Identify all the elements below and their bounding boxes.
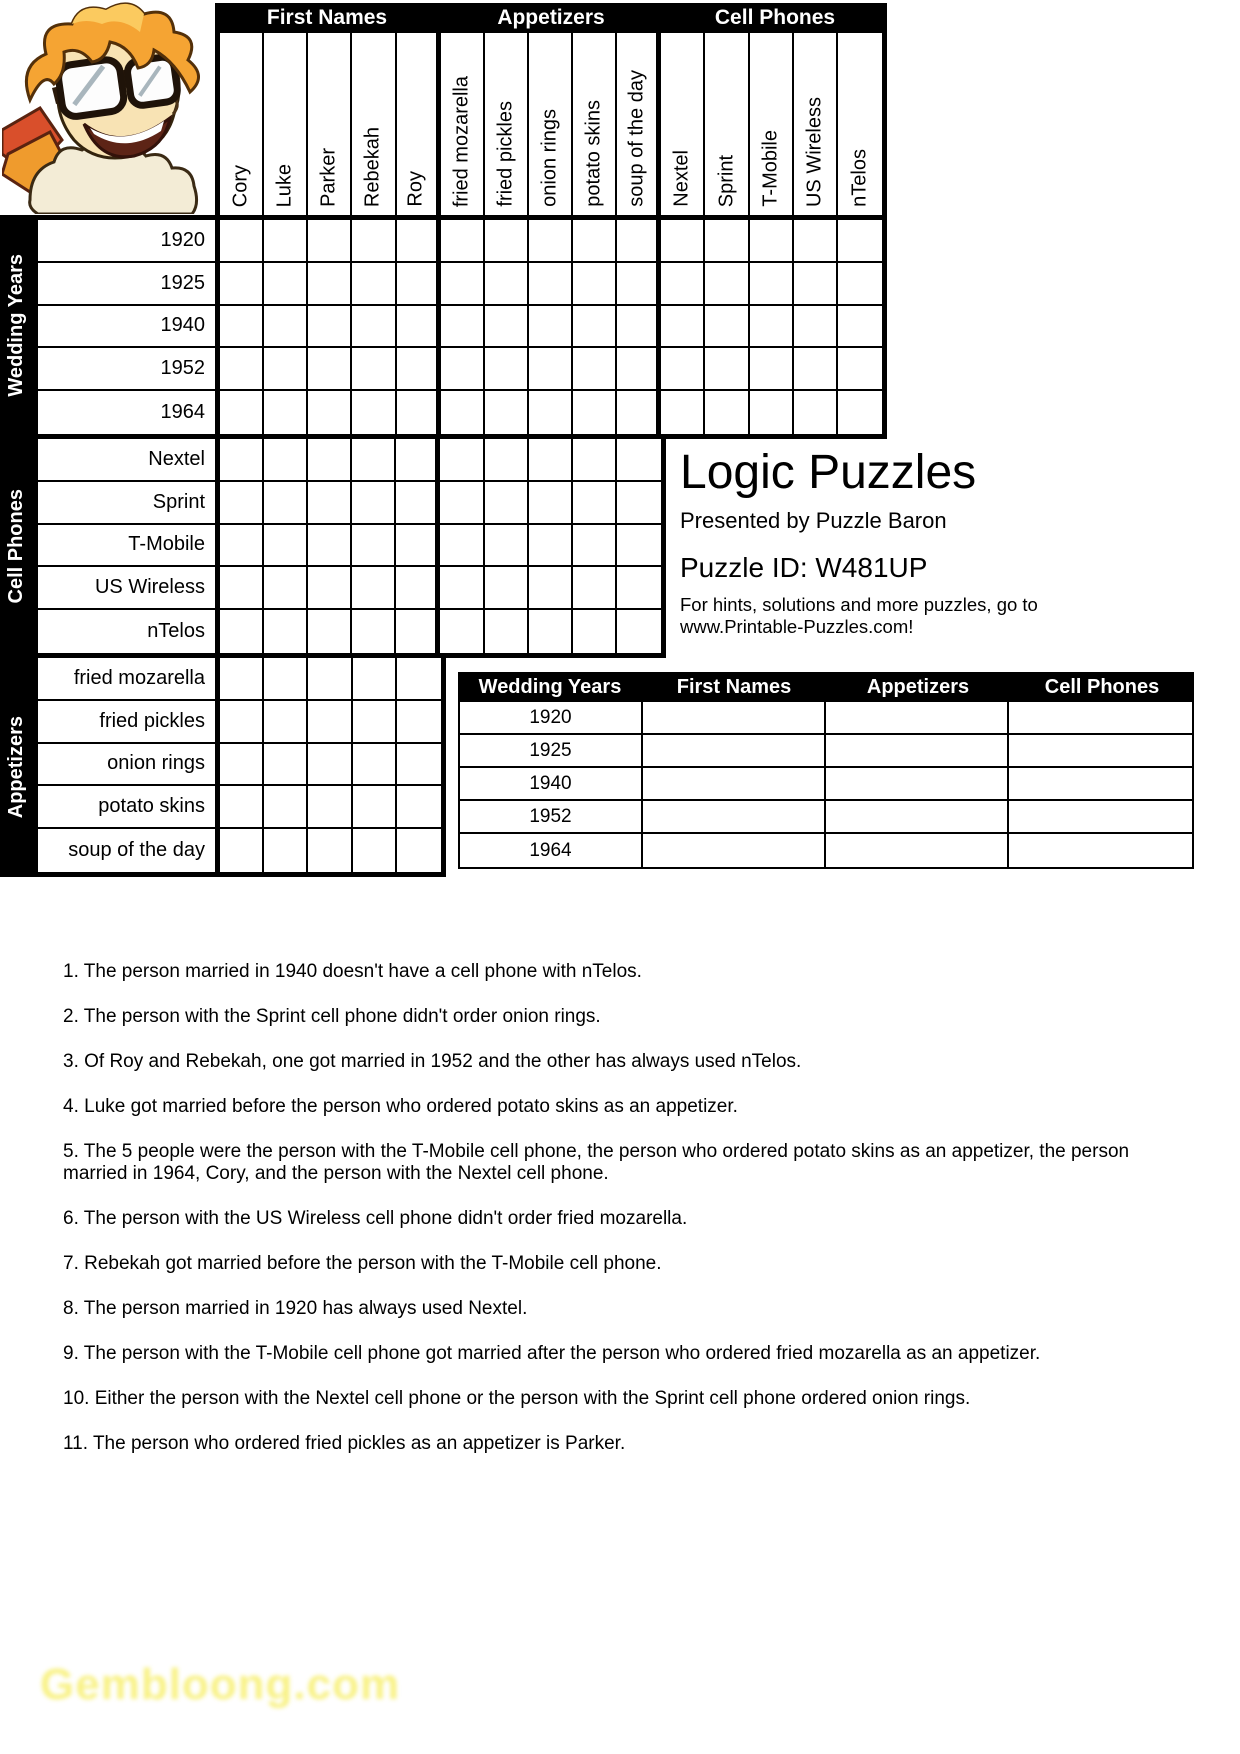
col-label-text: nTelos [848, 149, 871, 207]
grid-cell[interactable] [838, 263, 882, 306]
col-label-text: potato skins [582, 100, 605, 207]
col-label-text: Roy [404, 171, 427, 207]
grid-cell[interactable] [353, 744, 397, 787]
grid-cell[interactable] [264, 220, 308, 263]
col-group-first-names: First Names [266, 6, 388, 29]
row-label: US Wireless [38, 567, 215, 610]
grid-cell[interactable] [705, 263, 749, 306]
row-label: fried pickles [38, 701, 215, 744]
grid-cell[interactable] [264, 306, 308, 349]
row-group-wedding-years: Wedding Years [5, 254, 27, 397]
hint-text: For hints, solutions and more puzzles, go to www.Printable-Puzzles.com! [680, 594, 1038, 638]
row-labels-wedding-years [38, 220, 220, 434]
grid-cell[interactable] [529, 567, 573, 610]
grid-cell[interactable] [353, 829, 397, 872]
row-label: 1940 [38, 306, 215, 349]
grid-cell[interactable] [573, 391, 617, 434]
grid-cell[interactable] [352, 391, 396, 434]
row-label: onion rings [38, 744, 215, 787]
grid-cell[interactable] [308, 786, 352, 829]
col-group-appetizers: Appetizers [497, 6, 605, 29]
grid-cell[interactable] [308, 744, 352, 787]
clue-item: 2. The person with the Sprint cell phone didn't order onion rings. [63, 1006, 601, 1027]
grid-cell[interactable] [617, 263, 661, 306]
row-label: T-Mobile [38, 525, 215, 568]
grid-cell[interactable] [617, 439, 661, 482]
grid-cell[interactable] [220, 525, 264, 568]
clue-item: 11. The person who ordered fried pickles as an appetizer is Parker. [63, 1433, 626, 1454]
grid-cell[interactable] [220, 658, 264, 701]
band-c [33, 653, 446, 877]
watermark: Gembloong.com [40, 1660, 401, 1709]
answer-table-body [458, 702, 1194, 869]
row-label: 1925 [38, 263, 215, 306]
grid-cell[interactable] [264, 786, 308, 829]
grid-cell[interactable] [220, 263, 264, 306]
grid-cell[interactable] [573, 610, 617, 653]
grid-cell[interactable] [352, 348, 396, 391]
grid-cell[interactable] [573, 439, 617, 482]
grid-cell[interactable] [220, 744, 264, 787]
answer-fill-cell[interactable] [826, 735, 1009, 768]
grid-cell[interactable] [397, 263, 441, 306]
col-label [264, 33, 308, 215]
grid-cell[interactable] [617, 567, 661, 610]
column-group-header-bar [215, 3, 887, 33]
grid-cell[interactable] [705, 348, 749, 391]
col-label-text: soup of the day [625, 70, 648, 207]
col-label-text: Nextel [670, 150, 693, 207]
clue-item: 4. Luke got married before the person who ordered potato skins as an appetizer. [63, 1096, 738, 1117]
row-label: 1964 [160, 401, 205, 424]
grid-cell[interactable] [794, 220, 838, 263]
grid-cells-cell-phones [220, 439, 661, 653]
grid-cell[interactable] [485, 348, 529, 391]
grid-cell[interactable] [353, 658, 397, 701]
grid-cell[interactable] [352, 525, 396, 568]
answer-fill-cell[interactable] [826, 834, 1009, 867]
grid-cell[interactable] [396, 439, 440, 482]
grid-cell[interactable] [397, 786, 441, 829]
grid-cell[interactable] [485, 567, 529, 610]
grid-cell[interactable] [617, 391, 661, 434]
grid-cell[interactable] [397, 701, 441, 744]
grid-cell[interactable] [529, 263, 573, 306]
col-group-cell-phones: Cell Phones [714, 6, 836, 29]
grid-cell[interactable] [264, 658, 308, 701]
grid-cell[interactable] [838, 348, 882, 391]
grid-cell[interactable] [220, 348, 264, 391]
grid-cell[interactable] [661, 263, 705, 306]
grid-cell[interactable] [220, 701, 264, 744]
grid-cells-wedding-years [220, 220, 882, 434]
clue-item: 10. Either the person with the Nextel cell phone or the person with the Sprint cell phone ordered onion rings. [63, 1388, 971, 1409]
grid-cell[interactable] [529, 306, 573, 349]
answer-fill-cell[interactable] [1009, 702, 1192, 735]
grid-cell[interactable] [573, 306, 617, 349]
grid-cell[interactable] [485, 525, 529, 568]
grid-cell[interactable] [617, 220, 661, 263]
grid-cell[interactable] [220, 829, 264, 872]
col-label [617, 33, 661, 215]
grid-cell[interactable] [352, 610, 396, 653]
grid-cell[interactable] [617, 348, 661, 391]
col-label-text: fried pickles [494, 101, 517, 207]
grid-cell[interactable] [661, 220, 705, 263]
grid-cell[interactable] [440, 439, 484, 482]
puzzle-id: Puzzle ID: W481UP [680, 552, 928, 584]
grid-cell[interactable] [308, 567, 352, 610]
row-group-cell-phones: Cell Phones [5, 488, 27, 604]
grid-cell[interactable] [617, 482, 661, 525]
answer-fill-cell[interactable] [1009, 768, 1192, 801]
row-label: nTelos [147, 620, 205, 643]
clues-list [63, 961, 1181, 1478]
col-label [308, 33, 352, 215]
col-label [661, 33, 705, 215]
row-label: Sprint [38, 482, 215, 525]
clue-item: 6. The person with the US Wireless cell phone didn't order fried mozarella. [63, 1208, 688, 1229]
grid-cell[interactable] [838, 391, 882, 434]
grid-cell[interactable] [220, 439, 264, 482]
grid-cell[interactable] [220, 391, 264, 434]
grid-cell[interactable] [352, 482, 396, 525]
col-label [220, 33, 264, 215]
grid-cell[interactable] [220, 610, 264, 653]
answer-year-cell: 1964 [460, 834, 643, 867]
row-label: 1952 [38, 348, 215, 391]
col-label-text: Parker [317, 148, 340, 207]
grid-cell[interactable] [397, 744, 441, 787]
clue-item: 8. The person married in 1920 has always used Nextel. [63, 1298, 528, 1319]
col-label [352, 33, 396, 215]
grid-cell[interactable] [485, 482, 529, 525]
answer-fill-cell[interactable] [643, 702, 826, 735]
answer-fill-cell[interactable] [1009, 735, 1192, 768]
row-label: Nextel [38, 439, 215, 482]
grid-cell[interactable] [264, 391, 308, 434]
grid-cell[interactable] [529, 482, 573, 525]
grid-cell[interactable] [794, 348, 838, 391]
grid-cell[interactable] [661, 391, 705, 434]
page-title: Logic Puzzles [680, 446, 977, 499]
grid-cell[interactable] [352, 439, 396, 482]
grid-cell[interactable] [485, 391, 529, 434]
grid-cell[interactable] [573, 567, 617, 610]
col-label [441, 33, 485, 215]
answer-fill-cell[interactable] [643, 768, 826, 801]
grid-cell[interactable] [750, 391, 794, 434]
grid-cell[interactable] [220, 482, 264, 525]
col-label [794, 33, 838, 215]
answer-fill-cell[interactable] [1009, 801, 1192, 834]
grid-cell[interactable] [352, 306, 396, 349]
mascot-illustration [2, 2, 215, 214]
grid-cell[interactable] [440, 610, 484, 653]
answer-fill-cell[interactable] [826, 801, 1009, 834]
grid-cell[interactable] [617, 525, 661, 568]
answer-header-wedding-years: Wedding Years [478, 675, 622, 698]
clue-item: 9. The person with the T-Mobile cell phone got married after the person who ordered fried mozarella as an appetizer. [63, 1343, 1041, 1364]
grid-cell[interactable] [308, 439, 352, 482]
grid-cell[interactable] [529, 610, 573, 653]
grid-cell[interactable] [573, 482, 617, 525]
grid-cell[interactable] [794, 306, 838, 349]
grid-cell[interactable] [397, 391, 441, 434]
grid-cell[interactable] [440, 567, 484, 610]
grid-cell[interactable] [264, 744, 308, 787]
col-label [485, 33, 529, 215]
clue-item: 3. Of Roy and Rebekah, one got married in 1952 and the other has always used nTelos. [63, 1051, 802, 1072]
grid-cell[interactable] [750, 263, 794, 306]
row-labels-appetizers [38, 658, 220, 872]
clue-item: 1. The person married in 1940 doesn't have a cell phone with nTelos. [63, 961, 642, 982]
grid-cell[interactable] [705, 220, 749, 263]
row-group-appetizers: Appetizers [5, 715, 27, 818]
grid-cell[interactable] [352, 263, 396, 306]
grid-cell[interactable] [529, 348, 573, 391]
col-label [705, 33, 749, 215]
grid-cell[interactable] [705, 306, 749, 349]
col-label-text: Luke [273, 163, 296, 207]
grid-cell[interactable] [264, 701, 308, 744]
grid-cell[interactable] [308, 391, 352, 434]
answer-header-cell-phones: Cell Phones [1044, 675, 1160, 698]
clue-item: 5. The 5 people were the person with the T-Mobile cell phone, the person who ordered potato skins as an appetizer, the person married in 1964, Cory, and the person with the Nextel cell phone. [63, 1141, 1130, 1184]
grid-cell[interactable] [353, 786, 397, 829]
grid-cell[interactable] [264, 525, 308, 568]
grid-cell[interactable] [308, 525, 352, 568]
grid-cell[interactable] [485, 610, 529, 653]
puzzle-site-link: www.Printable-Puzzles.com! [680, 616, 914, 638]
grid-cell[interactable] [264, 567, 308, 610]
row-labels-cell-phones [38, 439, 220, 653]
col-label-text: Sprint [715, 154, 738, 207]
col-label [397, 33, 441, 215]
grid-cell[interactable] [617, 306, 661, 349]
grid-cell[interactable] [529, 220, 573, 263]
answer-table-header [458, 672, 1194, 702]
grid-cell[interactable] [397, 220, 441, 263]
grid-cell[interactable] [352, 567, 396, 610]
grid-cell[interactable] [220, 220, 264, 263]
grid-cell[interactable] [529, 439, 573, 482]
col-label [838, 33, 882, 215]
grid-cell[interactable] [308, 482, 352, 525]
title-block [680, 448, 1038, 638]
grid-cell[interactable] [308, 220, 352, 263]
grid-cell[interactable] [661, 348, 705, 391]
grid-cell[interactable] [485, 439, 529, 482]
row-group-bar [0, 215, 33, 877]
mascot-icon [2, 2, 215, 214]
grid-cell[interactable] [308, 348, 352, 391]
grid-cell[interactable] [441, 220, 485, 263]
grid-cell[interactable] [705, 391, 749, 434]
answer-fill-cell[interactable] [826, 768, 1009, 801]
grid-cell[interactable] [308, 701, 352, 744]
grid-cell[interactable] [485, 220, 529, 263]
grid-cell[interactable] [617, 610, 661, 653]
grid-cell[interactable] [441, 391, 485, 434]
grid-cell[interactable] [750, 348, 794, 391]
grid-cell[interactable] [352, 220, 396, 263]
row-label: 1920 [38, 220, 215, 263]
grid-cell[interactable] [397, 658, 441, 701]
col-label-text: US Wireless [803, 96, 826, 207]
grid-cell[interactable] [397, 829, 441, 872]
answer-year-cell: 1925 [460, 735, 643, 768]
answer-year-cell: 1940 [460, 768, 643, 801]
grid-cell[interactable] [308, 610, 352, 653]
grid-cell[interactable] [440, 525, 484, 568]
grid-cell[interactable] [396, 567, 440, 610]
grid-cell[interactable] [396, 525, 440, 568]
grid-cell[interactable] [529, 525, 573, 568]
answer-fill-cell[interactable] [643, 801, 826, 834]
col-labels [215, 33, 887, 215]
grid-cell[interactable] [441, 306, 485, 349]
answer-table [458, 672, 1194, 869]
grid-cell[interactable] [264, 439, 308, 482]
col-label-text: onion rings [538, 109, 561, 207]
grid-cell[interactable] [308, 829, 352, 872]
grid-cell[interactable] [750, 220, 794, 263]
grid-cell[interactable] [264, 348, 308, 391]
grid-cell[interactable] [308, 658, 352, 701]
grid-cell[interactable] [485, 306, 529, 349]
grid-cell[interactable] [264, 482, 308, 525]
grid-cell[interactable] [397, 306, 441, 349]
answer-header-first-names: First Names [676, 675, 792, 698]
grid-cell[interactable] [573, 525, 617, 568]
grid-cell[interactable] [838, 220, 882, 263]
grid-cell[interactable] [529, 391, 573, 434]
answer-fill-cell[interactable] [643, 735, 826, 768]
grid-cell[interactable] [573, 348, 617, 391]
col-label [573, 33, 617, 215]
grid-cell[interactable] [441, 348, 485, 391]
col-label-text: Cory [229, 164, 252, 207]
grid-cell[interactable] [485, 263, 529, 306]
row-label: soup of the day [68, 839, 205, 862]
grid-cell[interactable] [220, 786, 264, 829]
grid-cell[interactable] [750, 306, 794, 349]
grid-cell[interactable] [308, 306, 352, 349]
grid-cell[interactable] [264, 263, 308, 306]
answer-header-appetizers: Appetizers [866, 675, 970, 698]
grid-cell[interactable] [794, 263, 838, 306]
page-subtitle: Presented by Puzzle Baron [680, 508, 947, 534]
band-b [33, 434, 666, 658]
grid-cell[interactable] [264, 829, 308, 872]
grid-cell[interactable] [396, 610, 440, 653]
col-label-text: Rebekah [361, 126, 384, 207]
col-label [750, 33, 794, 215]
grid-cell[interactable] [397, 348, 441, 391]
grid-cell[interactable] [308, 263, 352, 306]
col-label [529, 33, 573, 215]
grid-cell[interactable] [353, 701, 397, 744]
grid-cell[interactable] [573, 220, 617, 263]
answer-fill-cell[interactable] [1009, 834, 1192, 867]
grid-cell[interactable] [220, 306, 264, 349]
grid-cell[interactable] [441, 263, 485, 306]
band-a [33, 215, 887, 439]
answer-year-cell: 1952 [460, 801, 643, 834]
grid-cell[interactable] [396, 482, 440, 525]
grid-cell[interactable] [573, 263, 617, 306]
grid-cell[interactable] [264, 610, 308, 653]
grid-cell[interactable] [440, 482, 484, 525]
answer-fill-cell[interactable] [643, 834, 826, 867]
grid-cell[interactable] [661, 306, 705, 349]
col-label-text: fried mozarella [450, 75, 473, 207]
grid-cells-appetizers [220, 658, 441, 872]
answer-fill-cell[interactable] [826, 702, 1009, 735]
row-label: potato skins [38, 786, 215, 829]
answer-year-cell: 1920 [460, 702, 643, 735]
row-label: fried mozarella [38, 658, 215, 701]
clue-item: 7. Rebekah got married before the person with the T-Mobile cell phone. [63, 1253, 662, 1274]
grid-cell[interactable] [220, 567, 264, 610]
grid-cell[interactable] [794, 391, 838, 434]
grid-cell[interactable] [838, 306, 882, 349]
col-label-text: T-Mobile [759, 130, 782, 207]
